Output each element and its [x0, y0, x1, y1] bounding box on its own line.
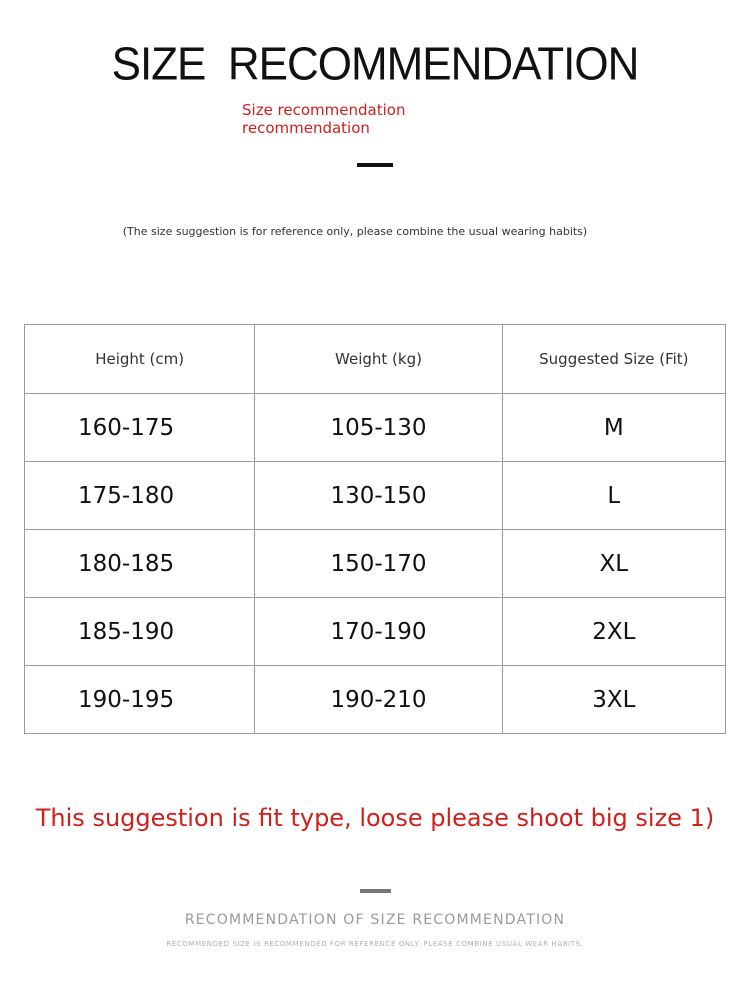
size-cell: 2XL	[502, 598, 725, 666]
table-row	[25, 530, 726, 598]
weight-cell: 170-190	[255, 598, 502, 666]
weight-cell: 105-130	[255, 394, 502, 462]
height-cell: 190-195	[25, 666, 255, 734]
size-cell: M	[502, 394, 725, 462]
disclaimer-text: (The size suggestion is for reference only, please combine the usual wearing habits)	[122, 225, 588, 238]
height-cell: 180-185	[25, 530, 255, 598]
subtitle	[242, 101, 405, 137]
height-cell: 185-190	[25, 598, 255, 666]
weight-cell: 190-210	[255, 666, 502, 734]
column-header-size: Suggested Size (Fit)	[502, 325, 725, 394]
height-cell: 160-175	[25, 394, 255, 462]
page-title: SIZE RECOMMENDATION	[111, 38, 639, 91]
title-divider	[357, 163, 393, 167]
size-table	[24, 324, 726, 734]
size-cell: XL	[502, 530, 725, 598]
footer-subtitle: RECOMMENDED SIZE IS RECOMMENDED FOR REFERENCE ONLY. PLEASE COMBINE USUAL WEAR HABITS.	[166, 940, 584, 948]
subtitle-line-1: Size recommendation	[242, 101, 406, 119]
footer-title: RECOMMENDATION OF SIZE RECOMMENDATION	[184, 912, 566, 928]
subtitle-line-2: recommendation	[242, 119, 370, 137]
weight-cell: 150-170	[255, 530, 502, 598]
fit-note: This suggestion is fit type, loose please shoot big size 1)	[35, 804, 715, 832]
table-row	[25, 598, 726, 666]
size-cell: 3XL	[502, 666, 725, 734]
table-header-row	[25, 325, 726, 394]
table-row	[25, 394, 726, 462]
column-header-height: Height (cm)	[25, 325, 255, 394]
column-header-weight: Weight (kg)	[255, 325, 502, 394]
table-row	[25, 462, 726, 530]
weight-cell: 130-150	[255, 462, 502, 530]
footer-divider	[360, 889, 391, 893]
size-cell: L	[502, 462, 725, 530]
table-row	[25, 666, 726, 734]
height-cell: 175-180	[25, 462, 255, 530]
